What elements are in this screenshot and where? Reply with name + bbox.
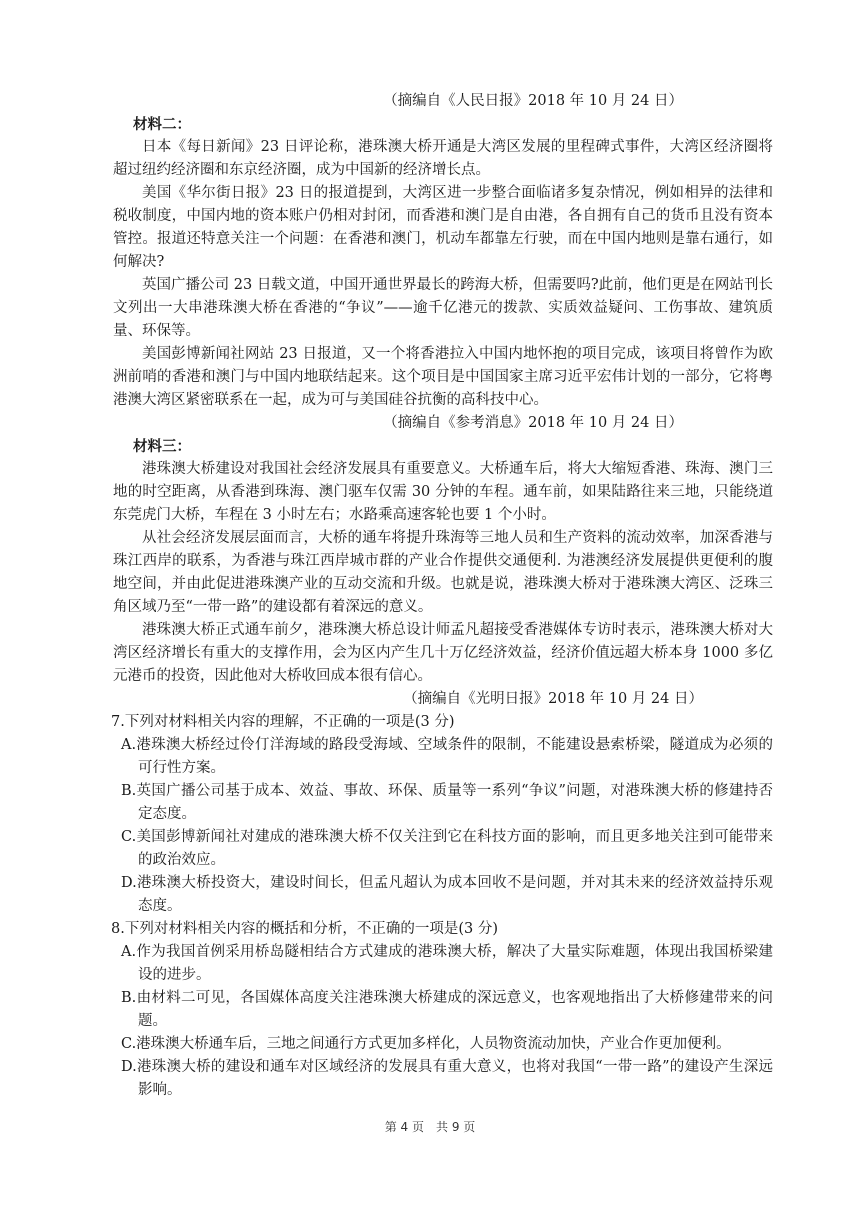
question-8: 8.下列对材料相关内容的概括和分析，不正确的一项是(3 分) xyxy=(111,921,498,937)
source-citation-2: （摘编自《参考消息》2018 年 10 月 24 日） xyxy=(383,415,683,431)
source-citation-1: （摘编自《人民日报》2018 年 10 月 24 日） xyxy=(383,93,683,109)
material-3-paragraph-1: 港珠澳大桥建设对我国社会经济发展具有重要意义。大桥通车后，将大大缩短香港、珠海、澳门三地的时空距离，从香港到珠海、澳门驱车仅需 30 分钟的车程。通车前，如果陆路往来三地，只能绕道东莞虎门大桥，车程在 3 小时左右；水路乘高速客轮也要 1 个小时。 xyxy=(113,461,773,523)
question-7-option-b: B.英国广播公司基于成本、效益、事故、环保、质量等一系列“争议”问题，对港珠澳大桥的修建持否定态度。 xyxy=(121,783,773,822)
material-2-paragraph-1: 日本《每日新闻》23 日评论称，港珠澳大桥开通是大湾区发展的里程碑式事件，大湾区经济圈将超过纽约经济圈和东京经济圈，成为中国新的经济增长点。 xyxy=(113,139,773,178)
question-7-option-c: C.美国彭博新闻社对建成的港珠澳大桥不仅关注到它在科技方面的影响，而且更多地关注到可能带来的政治效应。 xyxy=(121,829,773,868)
page-footer: 第 4 页 共 9 页 xyxy=(384,1120,476,1134)
source-citation-3: （摘编自《光明日报》2018 年 10 月 24 日） xyxy=(403,691,703,707)
material-2-title: 材料二： xyxy=(133,116,191,133)
material-2-paragraph-2: 美国《华尔街日报》23 日的报道提到，大湾区进一步整合面临诸多复杂情况，例如相异的法律和税收制度，中国内地的资本账户仍相对封闭，而香港和澳门是自由港，各自拥有自己的货币且没有资本管控。报道还特意关注一个问题：在香港和澳门，机动车都靠左行驶，而在中国内地则是靠右通行，如何解决? xyxy=(113,185,773,270)
question-7-option-a: A.港珠澳大桥经过伶仃洋海域的路段受海域、空域条件的限制，不能建设悬索桥梁，隧道成为必须的可行性方案。 xyxy=(121,737,773,776)
question-7-option-d: D.港珠澳大桥投资大，建设时间长，但孟凡超认为成本回收不是问题，并对其未来的经济效益持乐观态度。 xyxy=(121,875,773,914)
question-8-option-a: A.作为我国首例采用桥岛隧相结合方式建成的港珠澳大桥，解决了大量实际难题，体现出我国桥梁建设的进步。 xyxy=(121,944,773,983)
question-8-option-b: B.由材料二可见，各国媒体高度关注港珠澳大桥建成的深远意义，也客观地指出了大桥修建带来的问题。 xyxy=(121,990,773,1029)
question-7: 7.下列对材料相关内容的理解，不正确的一项是(3 分) xyxy=(111,714,455,730)
material-3-paragraph-2: 从社会经济发展层面而言，大桥的通车将提升珠海等三地人员和生产资料的流动效率，加深香港与珠江西岸的联系，为香港与珠江西岸城市群的产业合作提供交通便利. 为港澳经济发展提供更便利的腹地空间，并由此促进港珠澳产业的互动交流和升级。也就是说，港珠澳大桥对于港珠澳大湾区、泛珠三角区域乃至“一带一路”的建设都有着深远的意义。 xyxy=(113,530,773,615)
material-2-paragraph-4: 美国彭博新闻社网站 23 日报道，又一个将香港拉入中国内地怀抱的项目完成，该项目将曾作为欧洲前哨的香港和澳门与中国内地联结起来。这个项目是中国国家主席习近平宏伟计划的一部分，它将粤港澳大湾区紧密联系在一起，成为可与美国硅谷抗衡的高科技中心。 xyxy=(113,346,773,408)
material-3-paragraph-3: 港珠澳大桥正式通车前夕，港珠澳大桥总设计师孟凡超接受香港媒体专访时表示，港珠澳大桥对大湾区经济增长有重大的支撑作用，会为区内产生几十万亿经济效益，经济价值远超大桥本身 1000 多亿元港币的投资，因此他对大桥收回成本很有信心。 xyxy=(113,622,773,684)
material-2-paragraph-3: 英国广播公司 23 日载文道，中国开通世界最长的跨海大桥，但需要吗?此前，他们更是在网站刊长文列出一大串港珠澳大桥在香港的“争议”——逾千亿港元的拨款、实质效益疑问、工伤事故、建筑质量、环保等。 xyxy=(113,277,773,339)
question-8-option-d: D.港珠澳大桥的建设和通车对区域经济的发展具有重大意义，也将对我国“一带一路”的建设产生深远影响。 xyxy=(121,1059,773,1098)
question-8-option-c: C.港珠澳大桥通车后，三地之间通行方式更加多样化，人员物资流动加快，产业合作更加便利。 xyxy=(121,1036,731,1052)
material-3-title: 材料三： xyxy=(133,438,191,455)
document-page xyxy=(113,90,773,1102)
